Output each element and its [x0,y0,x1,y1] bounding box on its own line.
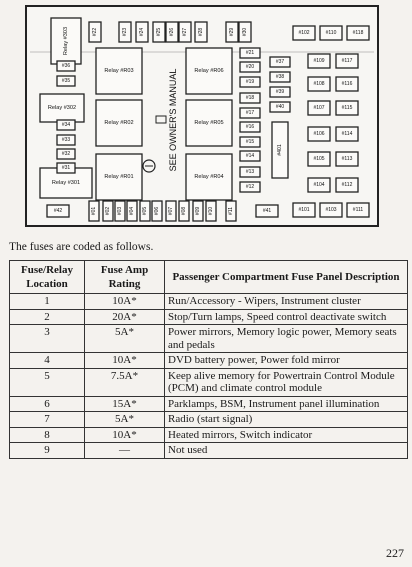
fuse-label: #38 [275,74,285,80]
fuse-label: #104 [313,182,325,188]
relay-label: Relay #R04 [194,174,224,180]
fuse-label: #04 [129,206,135,216]
fuse-label: #106 [313,131,325,137]
fuse-label: #109 [313,58,325,64]
cell-description: Run/Accessory - Wipers, Instrument cluster [165,294,408,310]
fuse-label: #117 [341,58,353,64]
cell-description: Stop/Turn lamps, Speed control deactivate switch [165,309,408,325]
cell-amp: 20A* [85,309,165,325]
cell-description: Not used [165,443,408,459]
fuse-label: #107 [313,105,325,111]
relay-label: Relay #R02 [104,120,134,126]
fuse-label: #10 [208,206,214,216]
fuse-label: #27 [182,27,188,37]
table-row [10,443,408,459]
fuse-label: #01 [91,206,97,216]
cell-location: 8 [10,427,85,443]
fuse-label: #24 [139,27,145,37]
fuse-label: #02 [105,206,111,216]
fuse-label: #23 [122,27,128,37]
relay-label: Relay #R03 [104,68,134,74]
relay-label: Relay #R06 [194,68,224,74]
fuse-label: #20 [245,64,255,70]
fuse-label: #103 [325,207,337,213]
fuse-label: #05 [142,206,148,216]
fuse-label: #17 [245,110,255,116]
fuse-label: #07 [168,206,174,216]
fuse-label: #34 [61,122,71,128]
fuse-label: #42 [53,208,63,214]
relay-label: Relay #303 [63,26,69,56]
fuse-label: #40 [275,104,285,110]
fuse-panel-diagram [0,0,412,240]
table-row [10,396,408,412]
fuse-label: #36 [61,63,71,69]
fuse-label: #112 [341,182,353,188]
table-row [10,427,408,443]
intro-text: The fuses are coded as follows. [9,241,154,253]
fuse-label: #26 [169,27,175,37]
fuse-label: #35 [61,78,71,84]
cell-description: Power mirrors, Memory logic power, Memory seats and pedals [165,325,408,353]
cell-description: Keep alive memory for Powertrain Control Module (PCM) and climate control module [165,368,408,396]
header-location: Fuse/Relay Location [10,261,85,294]
fuse-label: #108 [313,81,325,87]
header-amp-rating: Fuse Amp Rating [85,261,165,294]
cell-location: 4 [10,353,85,369]
fuse-label: #15 [245,139,255,145]
cell-location: 6 [10,396,85,412]
cell-amp: — [85,443,165,459]
fuse-label: #114 [341,131,353,137]
cell-amp: 7.5A* [85,368,165,396]
fuse-label: #31 [61,165,71,171]
fuse-table [9,260,408,459]
table-row [10,294,408,310]
fuse-label: #39 [275,89,285,95]
cell-location: 3 [10,325,85,353]
cell-amp: 10A* [85,427,165,443]
fuse-label: #28 [198,27,204,37]
cell-amp: 10A* [85,353,165,369]
fuse-label: #21 [245,50,255,56]
fuse-label: #14 [245,153,255,159]
cell-amp: 5A* [85,412,165,428]
header-description: Passenger Compartment Fuse Panel Description [165,261,408,294]
fuse-label: #401 [277,144,283,156]
fuse-label: #41 [262,208,272,214]
page-number: 227 [386,546,404,560]
relay-label: Relay #302 [47,105,77,111]
fuse-label: #12 [245,184,255,190]
fuse-label: #111 [352,207,364,213]
cell-location: 7 [10,412,85,428]
fuse-label: #18 [245,95,255,101]
cell-amp: 15A* [85,396,165,412]
fuse-label: #19 [245,79,255,85]
cell-description: Radio (start signal) [165,412,408,428]
fuse-label: #116 [341,81,353,87]
table-row [10,353,408,369]
cell-amp: 5A* [85,325,165,353]
fuse-label: #25 [156,27,162,37]
table-row [10,368,408,396]
cell-description: DVD battery power, Power fold mirror [165,353,408,369]
fuse-label: #11 [228,207,234,215]
fuse-label: #113 [341,156,353,162]
table-row [10,309,408,325]
fuse-label: #29 [229,27,235,37]
relay-label: Relay #301 [51,180,81,186]
cell-location: 1 [10,294,85,310]
table-row [10,412,408,428]
fuse-label: #37 [275,59,285,65]
cell-location: 9 [10,443,85,459]
fuse-label: #118 [352,30,364,36]
fuse-label: #33 [61,137,71,143]
cell-location: 2 [10,309,85,325]
fuse-label: #102 [298,30,310,36]
cell-description: Heated mirrors, Switch indicator [165,427,408,443]
fuse-label: #03 [117,206,123,216]
cell-amp: 10A* [85,294,165,310]
fuse-label: #09 [195,206,201,216]
fuse-label: #13 [245,169,255,175]
table-row [10,325,408,353]
fuse-label: #101 [298,207,310,213]
fuse-label: #115 [341,105,353,111]
fuse-label: #32 [61,151,71,157]
table-header-row [10,261,408,294]
fuse-label: #06 [154,206,160,216]
fuse-label: #22 [92,27,98,37]
cell-location: 5 [10,368,85,396]
relay-label: Relay #R01 [104,174,134,180]
see-owners-manual-label: SEE OWNER'S MANUAL [168,68,178,172]
fuse-label: #08 [181,206,187,216]
fuse-label: #105 [313,156,325,162]
relay-label: Relay #R05 [194,120,224,126]
fuse-label: #110 [325,30,337,36]
fuse-label: #30 [242,27,248,37]
fuse-label: #16 [245,124,255,130]
cell-description: Parklamps, BSM, Instrument panel illumination [165,396,408,412]
